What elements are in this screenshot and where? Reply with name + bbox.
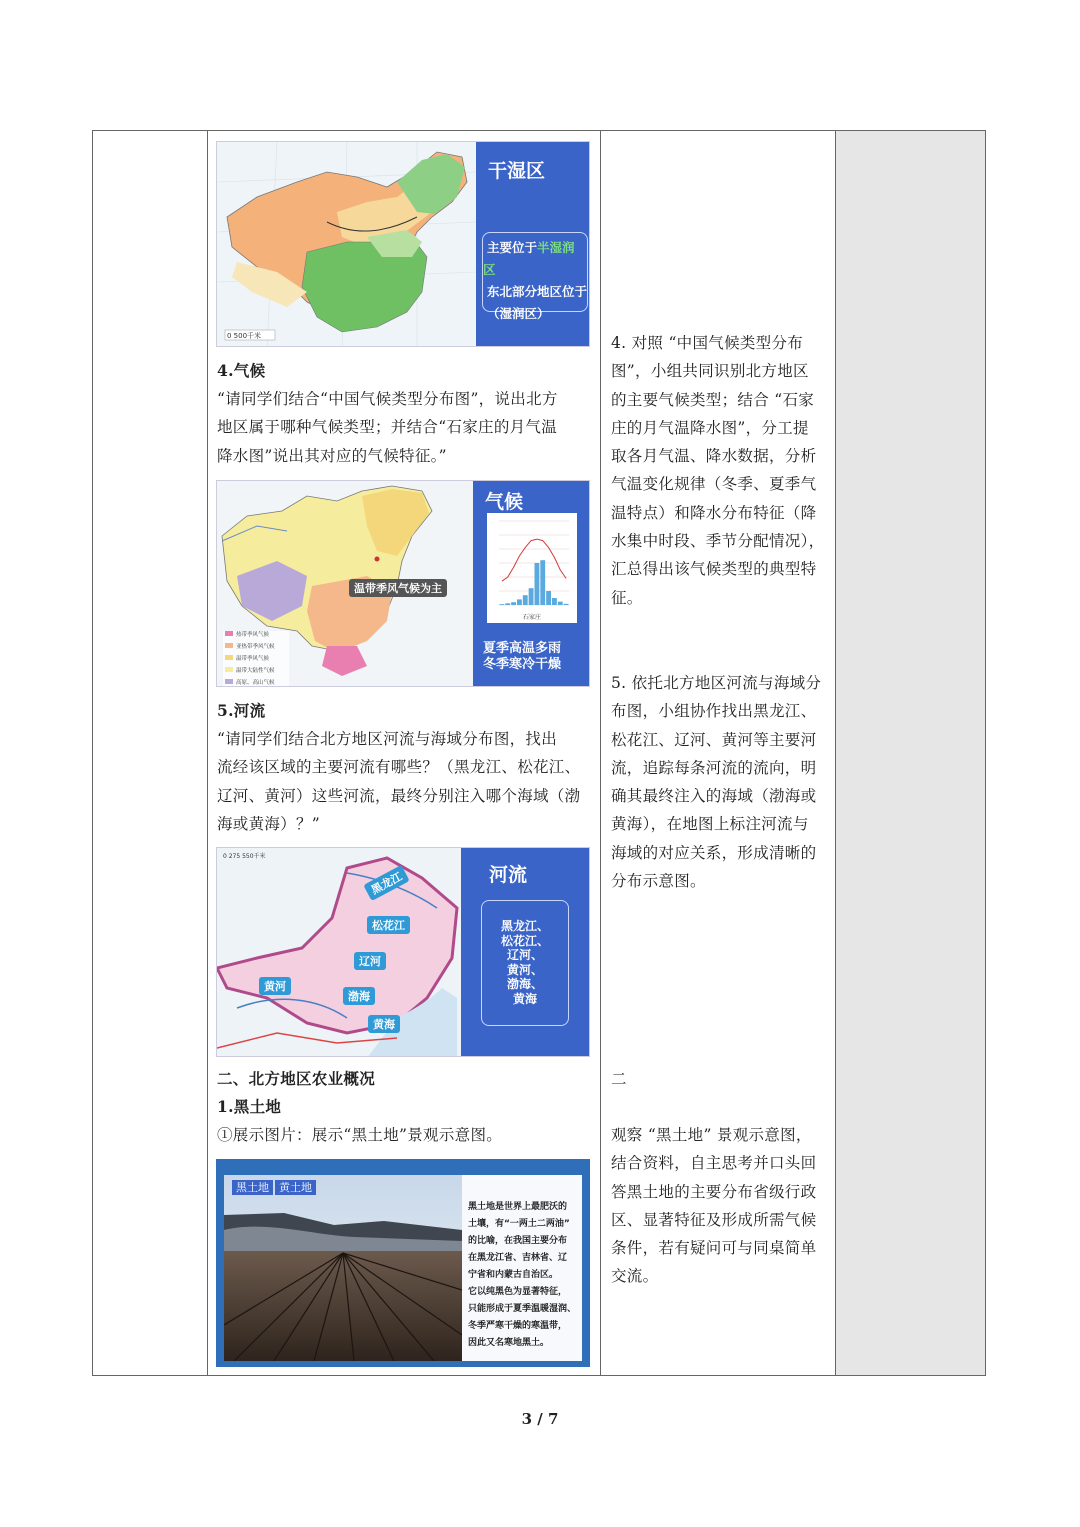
climate-type-label: 温带季风气候为主 xyxy=(349,579,447,597)
legend-label: 热带季风气候 xyxy=(236,632,270,638)
blackland-desc-line: 它以纯黑色为显著特征， xyxy=(468,1287,568,1297)
table-col-blank xyxy=(93,131,208,1375)
river-prompt-line: “请同学们结合北方地区河流与海域分布图，找出 xyxy=(217,730,558,748)
label-bohai: 渤海 xyxy=(343,987,375,1005)
river-map xyxy=(217,848,462,1057)
dry-wet-summary xyxy=(482,232,588,321)
blackland-photo xyxy=(224,1175,462,1361)
blackland-photo-panel xyxy=(216,1159,590,1367)
precip-bar xyxy=(517,599,522,605)
precip-bar xyxy=(529,588,534,605)
blackland-desc-line: 宁省和内蒙古自治区。 xyxy=(468,1270,559,1280)
blackland-card xyxy=(224,1175,582,1361)
activity-line: 汇总得出该气候类型的典型特 xyxy=(611,560,817,579)
activity-line: 交流。 xyxy=(611,1267,659,1286)
activity-line: 5. 依托北方地区河流与海域分 xyxy=(611,674,822,692)
legend-label: 温带大陆性气候 xyxy=(236,668,275,674)
precip-bar xyxy=(558,602,563,605)
dry-wet-line3: （湿润区） xyxy=(487,306,550,321)
blackland-desc-line: 冬季严寒干燥的寒温带， xyxy=(468,1321,568,1331)
activity-line: 的主要气候类型；结合 “石家 xyxy=(611,390,815,409)
activity-line: 庄的月气温降水图”，分工提 xyxy=(611,418,809,437)
blackland-desc-line: 的比喻，在我国主要分布 xyxy=(468,1236,568,1246)
activity-line: 水集中时段、季节分配情况）， xyxy=(611,532,825,551)
activity-line: 布图，小组协作找出黑龙江、 xyxy=(611,702,817,721)
blackland-description xyxy=(468,1199,580,1352)
precip-bar xyxy=(523,595,528,605)
activity-line: 松花江、辽河、黄河等主要河 xyxy=(611,730,817,749)
climate-feature-summer: 夏季高温多雨 xyxy=(483,641,562,656)
dry-wet-line2: 东北部分地区位于 xyxy=(487,284,588,299)
activity-line: 确其最终注入的海域（渤海或 xyxy=(611,787,817,806)
precip-bar xyxy=(505,603,510,605)
precip-bar xyxy=(540,560,545,605)
river-prompt-line: 辽河、黄河）这些河流，最终分别注入哪个海域（渤 xyxy=(217,786,581,805)
activity-line: 温特点）和降水分布特征（降 xyxy=(611,503,817,522)
river-activity xyxy=(611,669,821,895)
activity-line: 黄海），在地图上标注河流与 xyxy=(611,815,809,834)
precip-bar xyxy=(546,591,551,605)
climate-prompt-line: 降水图”说出其对应的气候特征。” xyxy=(217,446,447,465)
climate-title: 气候 xyxy=(485,491,524,513)
dry-wet-line1-highlight: 半湿润区 xyxy=(483,240,575,277)
blackland-heading: 1.黑土地 xyxy=(217,1097,282,1116)
activity-line: 答黑土地的主要分布省级行政 xyxy=(611,1182,817,1201)
label-songhuajiang: 松花江 xyxy=(367,916,410,934)
climograph-chart xyxy=(487,513,577,623)
activity-line: 结合资料，自主思考并口头回 xyxy=(611,1154,817,1173)
label-heilongjiang: 黑龙江 xyxy=(363,865,409,901)
activity-line: 观察 “黑土地” 景观示意图， xyxy=(611,1126,812,1144)
activity-line: 征。 xyxy=(611,588,643,607)
climate-prompt xyxy=(217,385,558,470)
activity-line: 4. 对照 “中国气候类型分布 xyxy=(611,334,804,352)
river-summary-line: 渤海、 xyxy=(506,977,543,991)
blackland-desc-line: 土壤，有“一两土二两油” xyxy=(468,1219,570,1229)
river-prompt xyxy=(217,725,580,838)
activity-line: 条件，若有疑问可与同桌简单 xyxy=(611,1239,817,1258)
river-map-panel xyxy=(216,847,590,1057)
dry-wet-title: 干湿区 xyxy=(488,160,546,182)
dry-wet-map-panel xyxy=(216,141,590,347)
river-prompt-line: 流经该区域的主要河流有哪些？（黑龙江、松花江、 xyxy=(217,758,581,777)
blackland-desc-line: 在黑龙江省、吉林省、辽 xyxy=(468,1253,568,1263)
river-title: 河流 xyxy=(489,864,528,886)
river-summary-line: 辽河、 xyxy=(506,948,543,962)
precip-bar xyxy=(552,598,557,605)
table-col-gray xyxy=(836,131,985,1375)
map-scale: 0 500千米 xyxy=(227,332,262,340)
climate-prompt-line: 地区属于哪种气候类型；并结合“石家庄的月气温 xyxy=(217,418,558,437)
river-summary-line: 黑龙江、 xyxy=(500,919,549,933)
legend-label: 高原、高山气候 xyxy=(236,680,275,686)
climate-sidebar xyxy=(473,481,589,686)
precip-bar xyxy=(564,604,569,605)
station-name: 石家庄 xyxy=(522,614,542,621)
blackland-desc-line: 只能形成于夏季温暖湿润、 xyxy=(468,1304,577,1314)
river-heading: 5.河流 xyxy=(217,701,266,720)
blackland-prompt: ①展示图片：展示“黑土地”景观示意图。 xyxy=(217,1126,503,1144)
dry-wet-sidebar xyxy=(476,142,589,346)
climate-feature xyxy=(483,641,561,673)
climate-prompt-line: “请同学们结合“中国气候类型分布图”，说出北方 xyxy=(217,390,558,408)
label-liaohe: 辽河 xyxy=(354,952,386,970)
activity-line: 分布示意图。 xyxy=(611,872,706,891)
climate-heading: 4.气候 xyxy=(217,361,266,380)
tag-yellowland: 黄土地 xyxy=(275,1180,316,1195)
blackland-tags xyxy=(232,1179,316,1195)
activity-line: 海域的对应关系，形成清晰的 xyxy=(611,843,817,862)
label-huanghe: 黄河 xyxy=(259,977,291,995)
river-summary-line: 松花江、 xyxy=(500,933,549,948)
blackland-desc-line: 黑土地是世界上最肥沃的 xyxy=(468,1202,568,1212)
precip-bar xyxy=(511,602,516,605)
river-sidebar xyxy=(461,848,589,1056)
activity-line: 取各月气温、降水数据，分析 xyxy=(611,447,817,466)
legend-label: 温带季风气候 xyxy=(236,656,270,662)
river-summary-line: 黄河、 xyxy=(506,962,543,977)
dry-wet-line1-prefix: 主要位于 xyxy=(487,240,538,255)
river-prompt-line: 海或黄海）？” xyxy=(217,814,321,833)
river-summary-line: 黄海 xyxy=(512,991,537,1006)
climate-activity xyxy=(611,329,824,612)
section2-mark: 二 xyxy=(611,1070,627,1088)
activity-line: 流，追踪每条河流的流向，明 xyxy=(611,758,817,777)
dry-wet-map xyxy=(217,142,477,347)
legend-label: 亚热带季风气候 xyxy=(236,644,275,650)
river-summary xyxy=(481,900,569,1026)
blackland-activity xyxy=(611,1121,816,1291)
precip-bar xyxy=(535,563,540,605)
map-scale: 0 275 550千米 xyxy=(223,853,266,860)
climate-map-panel xyxy=(216,480,590,687)
activity-line: 区、显著特征及形成所需气候 xyxy=(611,1210,817,1229)
tag-blackland: 黑土地 xyxy=(232,1180,273,1195)
blackland-desc-line: 因此又名寒地黑土。 xyxy=(468,1338,550,1348)
precip-bar xyxy=(500,604,505,605)
activity-line: 气温变化规律（冬季、夏季气 xyxy=(611,475,817,494)
climate-feature-winter: 冬季寒冷干燥 xyxy=(483,657,562,672)
section2-heading: 二、北方地区农业概况 xyxy=(217,1069,376,1088)
activity-line: 图”，小组共同识别北方地区 xyxy=(611,362,809,381)
page-number: 3 / 7 xyxy=(521,1410,559,1428)
label-huanghai: 黄海 xyxy=(368,1015,400,1033)
